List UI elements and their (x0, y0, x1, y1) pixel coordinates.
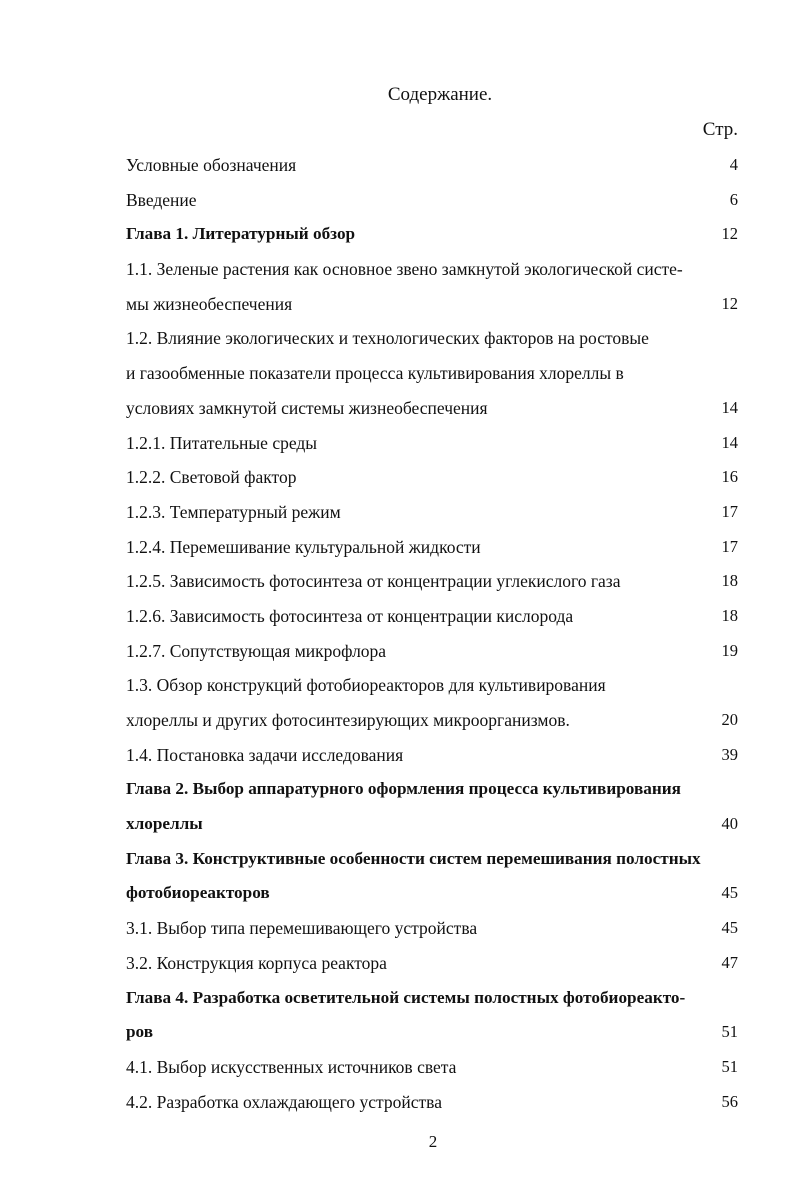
toc-entry (126, 217, 738, 252)
toc-entry-label: 4.2. Разработка охлаждающего устройства (126, 1091, 442, 1112)
toc-entry-page: 14 (721, 432, 738, 452)
toc-entry (126, 1050, 738, 1085)
toc-entry (126, 772, 738, 807)
toc-entry-label: 1.2.2. Световой фактор (126, 467, 297, 488)
toc-entry-page: 18 (721, 605, 738, 625)
toc-entry-label: 1.1. Зеленые растения как основное звено замкнутой экологической систе- (126, 259, 683, 280)
toc-entry (126, 981, 738, 1016)
toc-entry-page: 47 (721, 952, 738, 972)
toc-entry (126, 807, 738, 842)
toc-entry-label: 3.1. Выбор типа перемешивающего устройства (126, 918, 478, 939)
toc-entry-label: хлореллы (126, 814, 203, 834)
toc-entry (126, 460, 738, 495)
toc-entry-label: 1.2.3. Температурный режим (126, 501, 341, 522)
toc-entry (126, 391, 738, 426)
toc-entry-label: 1.2. Влияние экологических и технологических факторов на ростовые (126, 328, 649, 349)
toc-entry-page: 51 (721, 1022, 738, 1042)
toc-entry-page: 17 (721, 501, 738, 521)
toc-entry-page: 12 (721, 224, 738, 244)
toc-entry (126, 599, 738, 634)
toc-entry-page: 45 (721, 883, 738, 903)
toc-entry (126, 356, 738, 391)
toc-entry-page: 20 (721, 710, 738, 729)
toc-entry-label: 1.3. Обзор конструкций фотобиореакторов для культивирования (126, 675, 606, 696)
page-column-header: Стр. (702, 119, 738, 140)
toc-entry-label: Условные обозначения (126, 155, 297, 175)
toc-entry-label: 1.2.7. Сопутствующая микрофлора (126, 640, 387, 661)
toc-entry-label: 1.2.5. Зависимость фотосинтеза от концентрации углекислого газа (126, 571, 621, 592)
toc-entry-page: 17 (721, 536, 738, 556)
toc-entry (126, 703, 738, 738)
toc-entry-label: Глава 4. Разработка осветительной системы полостных фотобиореакто- (126, 987, 686, 1007)
toc-entry-page: 45 (721, 918, 738, 938)
toc-entry (126, 183, 738, 218)
toc-entry (126, 738, 738, 773)
toc-entry (126, 321, 738, 356)
toc-entry-label: условиях замкнутой системы жизнеобеспечения (126, 397, 488, 418)
page-title: Содержание. (387, 84, 493, 105)
toc-entry-page: 39 (721, 744, 738, 764)
toc-entry-page: 40 (721, 814, 738, 834)
toc-entry-label: ров (126, 1022, 154, 1042)
toc-entry (126, 252, 738, 287)
toc-entry-label: фотобиореакторов (126, 883, 270, 903)
toc-entry-label: 1.2.6. Зависимость фотосинтеза от концентрации кислорода (126, 605, 574, 626)
toc-entry (126, 495, 738, 530)
toc-entry-label: хлореллы и других фотосинтезирующих микроорганизмов. (126, 710, 570, 730)
toc-entry-label: 1.4. Постановка задачи исследования (126, 744, 404, 765)
toc-entry (126, 946, 738, 981)
toc-entry (126, 634, 738, 669)
toc-entry (126, 911, 738, 946)
toc-entry (126, 1015, 738, 1050)
toc-entry (126, 564, 738, 599)
toc-entry-page: 6 (729, 189, 738, 209)
toc-entry-label: 3.2. Конструкция корпуса реактора (126, 952, 387, 973)
toc-entry (126, 426, 738, 461)
toc-entry (126, 1085, 738, 1120)
toc-entry-label: 1.2.1. Питательные среды (126, 432, 318, 453)
toc-entry (126, 876, 738, 911)
toc-entry-label: Глава 2. Выбор аппаратурного оформления процесса культивирования (126, 779, 681, 799)
toc-entry (126, 668, 738, 703)
toc-entry-page: 51 (721, 1056, 738, 1076)
toc-entry-page: 18 (721, 571, 738, 591)
toc-entry (126, 287, 738, 322)
toc-entry-label: Глава 1. Литературный обзор (126, 224, 356, 244)
toc-entry-page: 19 (721, 640, 738, 660)
toc-entry (126, 842, 738, 877)
toc-entry-label: мы жизнеобеспечения (126, 293, 293, 314)
toc-entry-page: 16 (721, 467, 738, 487)
toc-entry-label: 1.2.4. Перемешивание культуральной жидкости (126, 536, 481, 557)
toc-entry-label: и газообменные показатели процесса культивирования хлореллы в (126, 363, 624, 384)
toc-entry-page: 56 (721, 1091, 738, 1111)
toc-entry-page: 12 (721, 293, 738, 313)
toc-entry-label: 4.1. Выбор искусственных источников света (126, 1056, 457, 1077)
toc-entry (126, 530, 738, 565)
page-number: 2 (428, 1132, 438, 1151)
toc-entry-page: 4 (729, 155, 738, 174)
table-of-contents (126, 148, 738, 1119)
toc-entry-label: Глава 3. Конструктивные особенности систем перемешивания полостных (126, 848, 701, 868)
toc-entry-label: Введение (126, 189, 197, 210)
toc-entry-page: 14 (721, 397, 738, 417)
toc-entry (126, 148, 738, 183)
